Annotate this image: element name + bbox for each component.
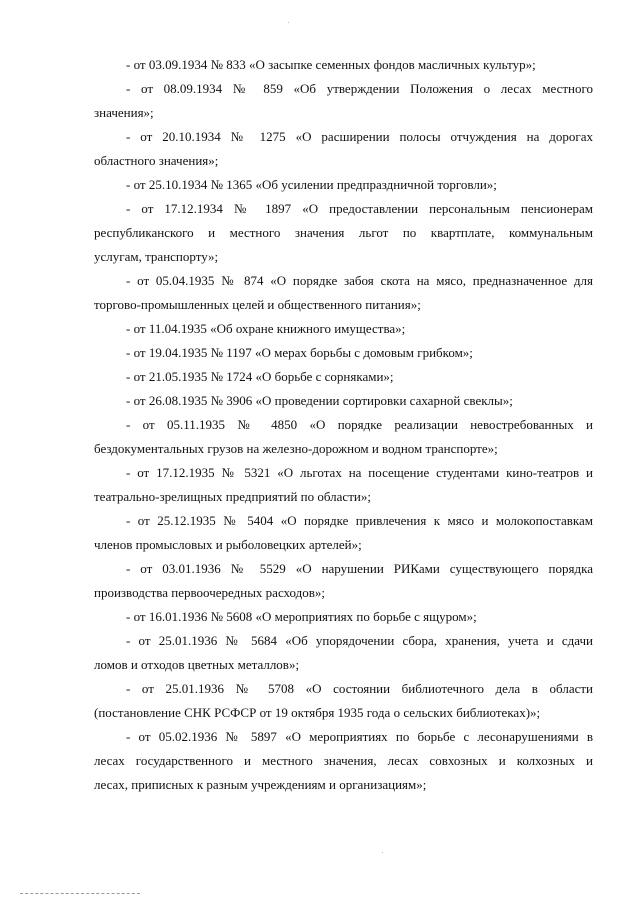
text-line: - от 19.04.1935 № 1197 «О мерах борьбы с домовым грибком»; (126, 345, 473, 360)
text-line: республиканского и местного значения льгот по квартплате, коммунальным (94, 225, 593, 240)
text-line: - от 05.11.1935 № 4850 «О порядке реализации невостребованных и (126, 417, 593, 432)
text-line: - от 11.04.1935 «Об охране книжного имущества»; (126, 321, 406, 336)
text-line: - от 05.04.1935 № 874 «О порядке забоя скота на мясо, предназначенное для (126, 273, 593, 288)
text-line: - от 25.12.1935 № 5404 «О порядке привлечения к мясо и молокопоставкам (126, 513, 593, 528)
page-bottom-rule (20, 893, 140, 894)
text-line: (постановление СНК РСФСР от 19 октября 1935 года о сельских библиотеках)»; (94, 705, 541, 720)
text-line: - от 08.09.1934 № 859 «Об утверждении Положения о лесах местного (126, 81, 593, 96)
text-line: - от 17.12.1934 № 1897 «О предоставлении персональным пенсионерам (126, 201, 593, 216)
text-line: лесах государственного и местного значения, лесах совхозных и колхозных и (94, 753, 593, 768)
text-line: - от 25.01.1936 № 5684 «Об упорядочении сбора, хранения, учета и сдачи (126, 633, 593, 648)
text-line: - от 20.10.1934 № 1275 «О расширении полосы отчуждения на дорогах (126, 129, 593, 144)
text-line: ломов и отходов цветных металлов»; (94, 657, 300, 672)
text-line: - от 03.01.1936 № 5529 «О нарушении РИКами существующего порядка (126, 561, 593, 576)
text-line: членов промысловых и рыболовецких артелей»; (94, 537, 362, 552)
text-line: областного значения»; (94, 153, 219, 168)
text-line: лесах, приписных к разным учреждениям и организациям»; (94, 777, 427, 792)
text-line: - от 17.12.1935 № 5321 «О льготах на посещение студентами кино-театров и (126, 465, 593, 480)
text-line: торгово-промышленных целей и общественного питания»; (94, 297, 421, 312)
text-line: - от 03.09.1934 № 833 «О засыпке семенных фондов масличных культур»; (126, 57, 536, 72)
text-line: - от 21.05.1935 № 1724 «О борьбе с сорняками»; (126, 369, 394, 384)
text-line: бездокументальных грузов на железно-дорожном и водном транспорте»; (94, 441, 498, 456)
scan-speck (288, 22, 289, 23)
text-line: театрально-зрелищных предприятий по области»; (94, 489, 371, 504)
text-line: - от 05.02.1936 № 5897 «О мероприятиях по борьбе с лесонарушениями в (126, 729, 593, 744)
text-line: - от 25.01.1936 № 5708 «О состоянии библиотечного дела в области (126, 681, 593, 696)
text-line: - от 25.10.1934 № 1365 «Об усилении предпраздничной торговли»; (126, 177, 497, 192)
text-line: - от 26.08.1935 № 3906 «О проведении сортировки сахарной свеклы»; (126, 393, 513, 408)
text-line: производства первоочередных расходов»; (94, 585, 326, 600)
text-line: значения»; (94, 105, 154, 120)
text-line: - от 16.01.1936 № 5608 «О мероприятиях по борьбе с ящуром»; (126, 609, 477, 624)
scan-speck (382, 852, 383, 853)
text-line: услугам, транспорту»; (94, 249, 219, 264)
